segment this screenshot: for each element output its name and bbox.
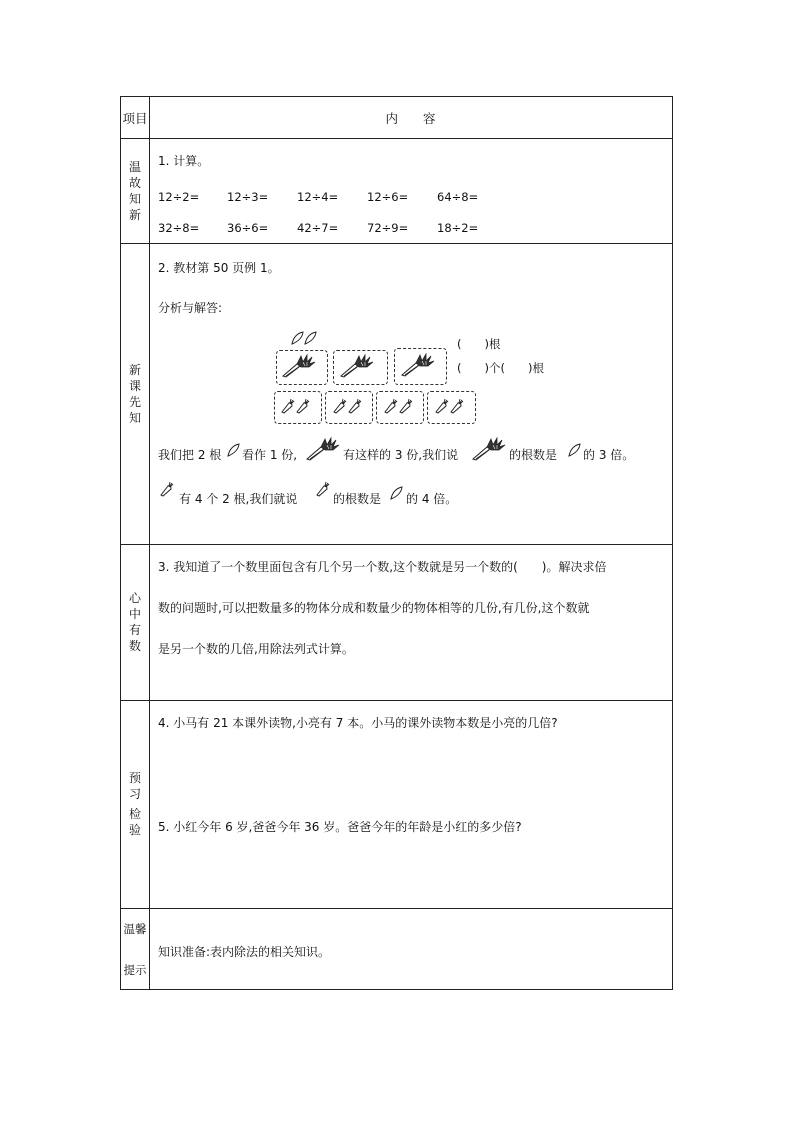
label-char: 课	[128, 378, 141, 393]
carrot-bunch-icon	[339, 354, 387, 384]
sentence-1-part-a: 我们把 2 根	[158, 448, 222, 462]
row-label-check	[121, 700, 149, 908]
label-char: 故	[128, 175, 141, 190]
label-char: 先	[128, 394, 141, 409]
review-title: 1. 计算。	[158, 154, 210, 168]
blank-groups: ( )个( )根	[457, 361, 544, 375]
row-divider	[121, 908, 672, 909]
carrot-pair-icon	[383, 399, 423, 417]
calc-item: 32÷8=	[158, 221, 200, 235]
carrot-pair-icon	[280, 399, 320, 417]
label-char: 中	[128, 607, 141, 621]
long-carrot-icon	[390, 486, 404, 502]
label-char: 数	[128, 639, 141, 653]
calc-item: 12÷3=	[227, 190, 269, 204]
sentence-1-part-d: 的根数是	[509, 448, 558, 462]
row-label-mind	[121, 544, 149, 700]
carrot-pair-box	[376, 391, 424, 424]
carrot-icon	[159, 482, 175, 500]
carrot-pair-box	[325, 391, 373, 424]
label-char: 心	[128, 591, 141, 605]
label-char: 知	[128, 410, 141, 425]
sentence-2-part-b: 的根数是	[333, 492, 382, 506]
calc-item: 72÷9=	[367, 221, 409, 235]
label-char: 有	[128, 623, 141, 637]
sentence-1-part-c: 有这样的 3 份,我们说	[343, 448, 459, 462]
carrot-pair-box	[274, 391, 322, 424]
row-divider	[121, 700, 672, 701]
calc-item: 12÷4=	[297, 190, 339, 204]
newlesson-subtitle: 分析与解答:	[158, 301, 223, 315]
carrot-pair-icon	[332, 399, 372, 417]
bunch-group-box	[276, 350, 328, 385]
calc-item: 42÷7=	[297, 221, 339, 235]
mind-line-3: 是另一个数的几倍,用除法列式计算。	[158, 642, 354, 656]
bunch-group-box	[333, 350, 388, 385]
label-char: 检	[128, 807, 141, 821]
carrot-bunch-icon	[471, 437, 507, 463]
newlesson-title: 2. 教材第 50 页例 1。	[158, 261, 280, 275]
carrot-pair-icon	[434, 399, 474, 417]
label-char: 温	[128, 159, 141, 174]
column-divider	[149, 97, 150, 989]
carrot-bunch-icon	[400, 353, 448, 383]
sentence-1-part-b: 看作 1 份,	[242, 448, 298, 462]
sentence-2-part-c: 的 4 倍。	[406, 492, 458, 506]
label-char: 预	[128, 771, 141, 785]
calc-item: 18÷2=	[437, 221, 479, 235]
row-label-review	[121, 138, 149, 243]
long-carrot-icon	[227, 443, 241, 459]
bunch-group-box	[394, 348, 447, 385]
label-char: 习	[128, 787, 141, 801]
label-char: 提示	[123, 963, 147, 978]
header-content-label: 内 容	[385, 110, 436, 126]
sentence-2-part-a: 有 4 个 2 根,我们就说	[179, 492, 298, 506]
row-label-tip	[121, 908, 149, 991]
row-divider	[121, 544, 672, 545]
question-4: 4. 小马有 21 本课外读物,小亮有 7 本。小马的课外读物本数是小亮的几倍?	[158, 716, 558, 730]
question-5: 5. 小红今年 6 岁,爸爸今年 36 岁。爸爸今年的年龄是小红的多少倍?	[158, 820, 522, 834]
label-char: 温馨	[123, 921, 147, 936]
worksheet-table	[120, 96, 673, 990]
two-carrots-icon	[291, 330, 321, 346]
row-divider	[121, 138, 672, 139]
calc-item: 12÷6=	[367, 190, 409, 204]
row-divider	[121, 243, 672, 244]
label-char: 知	[128, 191, 141, 206]
mind-line-1: 3. 我知道了一个数里面包含有几个另一个数,这个数就是另一个数的( )。解决求倍	[158, 560, 607, 574]
calc-item: 36÷6=	[227, 221, 269, 235]
long-carrot-icon	[568, 443, 582, 459]
tip-text: 知识准备:表内除法的相关知识。	[158, 945, 331, 959]
blank-roots: ( )根	[457, 337, 501, 351]
sentence-1-part-e: 的 3 倍。	[583, 448, 635, 462]
label-char: 新	[128, 362, 141, 377]
calc-item: 12÷2=	[158, 190, 200, 204]
carrot-bunch-icon	[281, 354, 329, 384]
header-item-label: 项目	[122, 110, 148, 126]
carrot-icon	[315, 482, 331, 500]
row-label-newlesson	[121, 243, 149, 544]
label-char: 验	[128, 823, 141, 837]
mind-line-2: 数的问题时,可以把数量多的物体分成和数量少的物体相等的几份,有几份,这个数就	[158, 601, 590, 615]
carrot-bunch-icon	[305, 437, 341, 463]
calc-item: 64÷8=	[437, 190, 479, 204]
carrot-pair-box	[427, 391, 476, 424]
label-char: 新	[128, 207, 141, 222]
